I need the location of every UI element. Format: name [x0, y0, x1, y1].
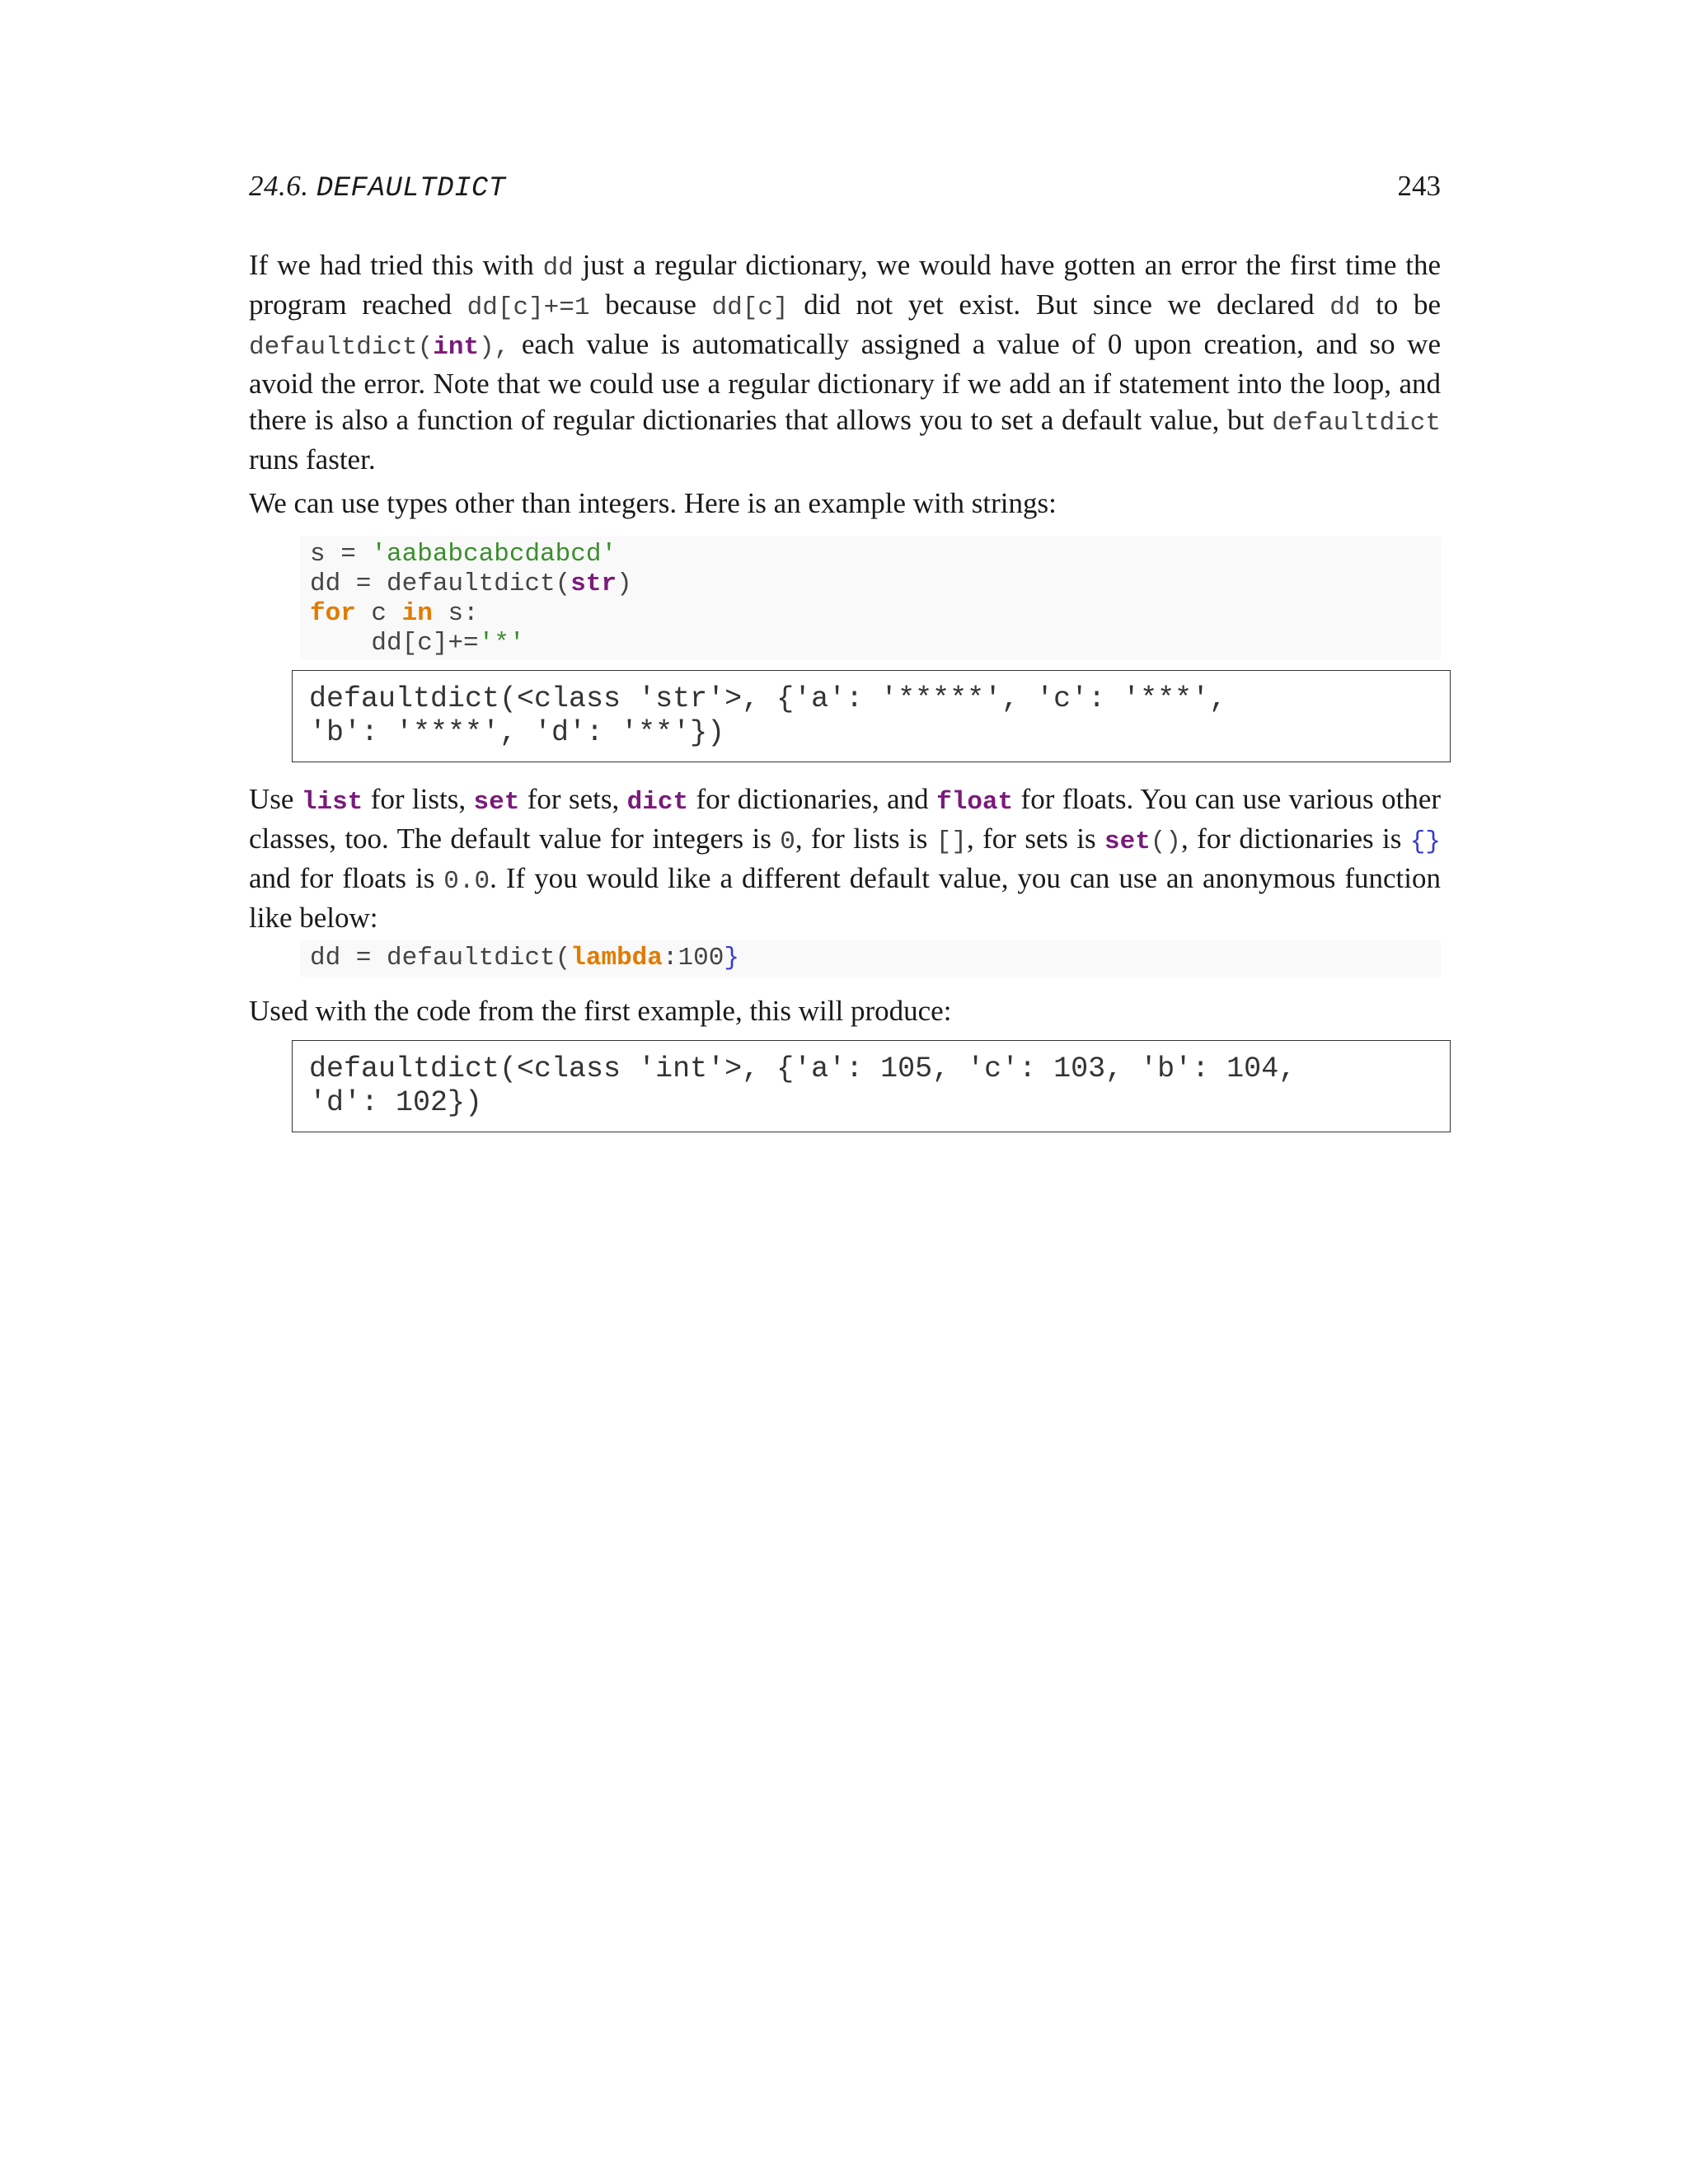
code-line: s = 'aababcabcdabcd'	[310, 540, 617, 569]
output-box-ints	[292, 1040, 1451, 1132]
code-line: dd = defaultdict(lambda:100}	[310, 944, 739, 972]
code-line: dd = defaultdict(str)	[310, 569, 632, 598]
output-line: 'b': '****', 'd': '**'})	[309, 716, 725, 749]
running-header	[249, 170, 1441, 211]
output-line: defaultdict(<class 'str'>, {'a': '*****', 'c': '***',	[309, 682, 1227, 715]
paragraph-strings-intro: We can use types other than integers. Here is an example with strings:	[249, 487, 1057, 519]
section-heading	[249, 170, 506, 204]
section-number: 24.6.	[249, 170, 309, 202]
output-line: 'd': 102})	[309, 1086, 483, 1119]
section-title: DEFAULTDICT	[316, 173, 506, 204]
output-line: defaultdict(<class 'int'>, {'a': 105, 'c': 103, 'b': 104,	[309, 1052, 1296, 1085]
code-listing-lambda	[300, 940, 1441, 977]
code-line: dd[c]+='*'	[310, 629, 525, 658]
page-number: 243	[1397, 170, 1441, 202]
code-line: for c in s:	[310, 599, 479, 628]
paragraph-produce: Used with the code from the first example, this will produce:	[249, 995, 952, 1027]
code-listing-strings	[300, 537, 1441, 660]
paragraph-regular-dict: If we had tried this with dd just a regular dictionary, we would have gotten an error the first time the program reached dd[c]+=1 because dd[c] did not yet exist. But since we declared dd to be defaultdict(int), each value is automatically assigned a value of 0 upon creation, and so we avoid the error. Note that we could use a regular dictionary if we add an if statement into the loop, and there is also a function of regular dictionaries that allows you to set a default value, but defaultdict runs faster.	[249, 249, 1441, 476]
paragraph-other-types: Use list for lists, set for sets, dict for dictionaries, and float for floats. You can use various other classes, too. The default value for integers is 0, for lists is [], for sets is set(), for dictionaries is {} and for floats is 0.0. If you would like a different default value, you can use an anonymous function like below:	[249, 783, 1442, 934]
output-box-strings	[292, 670, 1451, 762]
